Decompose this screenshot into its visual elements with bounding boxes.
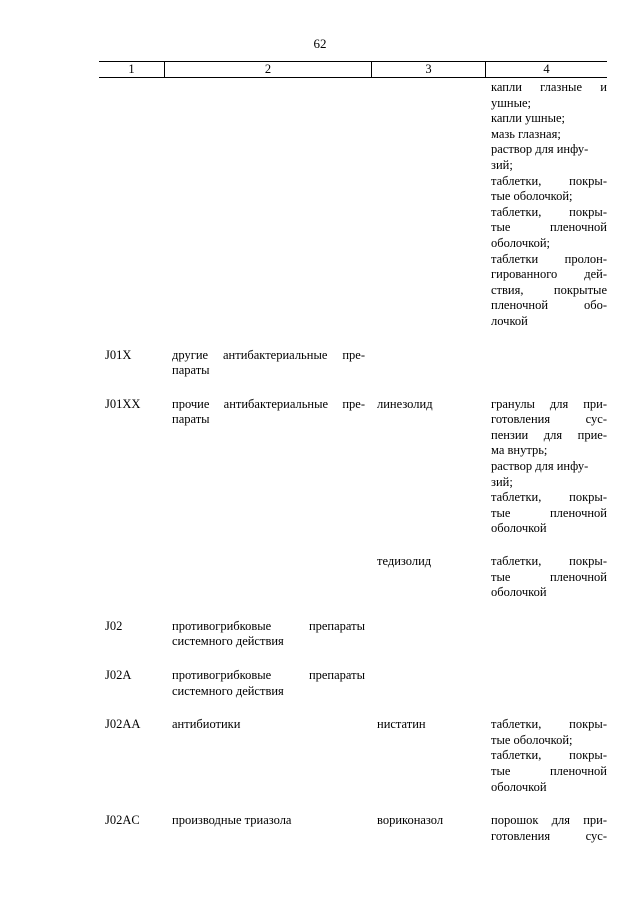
word: прие- [577, 427, 607, 442]
table-row [99, 397, 607, 537]
word: покры- [569, 173, 607, 188]
table-header [99, 61, 607, 78]
form-line [491, 748, 607, 764]
form-line [491, 717, 607, 733]
word: таблетки, [491, 717, 542, 732]
word: покрытые [553, 282, 607, 297]
word: тые [491, 220, 511, 235]
name-cell [164, 717, 371, 733]
word: тые [491, 569, 511, 584]
word: пролон- [564, 251, 607, 266]
word: тые [491, 505, 511, 520]
name-line [172, 619, 365, 635]
form-line [491, 570, 607, 586]
name-cell [164, 813, 371, 829]
name-line: производные триазола [172, 813, 292, 828]
word: готовления [491, 412, 551, 427]
form-line [491, 80, 607, 96]
code-cell: J02AA [105, 717, 141, 732]
word: пре- [342, 347, 365, 362]
drug-cell: линезолид [377, 396, 433, 411]
form-line: тые оболочкой; [491, 189, 573, 204]
form-line [491, 412, 607, 428]
word: тые [491, 763, 511, 778]
word: антибактериальные [223, 347, 328, 362]
word: препараты [308, 618, 365, 633]
code-cell: J02 [105, 618, 123, 633]
name-cell [164, 348, 371, 379]
word: для [543, 427, 563, 442]
form-line [491, 829, 607, 845]
form-line [491, 283, 607, 299]
word: покры- [569, 717, 607, 732]
word: гранулы [491, 396, 535, 411]
word: гированного [491, 267, 558, 282]
word: пензии [491, 427, 529, 442]
word: покры- [569, 204, 607, 219]
word: покры- [569, 554, 607, 569]
form-line: раствор для инфу- [491, 459, 589, 474]
name-line [172, 397, 365, 413]
name-line [172, 348, 365, 364]
form-line [491, 205, 607, 221]
word: при- [583, 813, 607, 828]
form-line: мазь глазная; [491, 126, 561, 141]
drug-cell: нистатин [377, 717, 426, 732]
word: прочие [172, 396, 210, 411]
form-line [491, 554, 607, 570]
word: покры- [569, 490, 607, 505]
word: пленочной [549, 569, 607, 584]
name-cell [164, 668, 371, 699]
table-body [99, 80, 607, 844]
code-cell: J01XX [105, 396, 141, 411]
word: пленочной [549, 220, 607, 235]
word: таблетки [491, 251, 539, 266]
form-line: зий; [491, 157, 513, 172]
name-line: системного действия [172, 634, 284, 649]
word: препараты [308, 668, 365, 682]
form-line: капли ушные; [491, 111, 565, 126]
form-line: оболочкой [491, 779, 547, 794]
word: таблетки, [491, 490, 542, 505]
table-row-continuation [99, 80, 607, 330]
code-cell: J01X [105, 347, 132, 362]
word: антибактериальные [223, 396, 329, 411]
table-row [99, 554, 607, 601]
table-row [99, 668, 607, 699]
form-line: ма внутрь; [491, 443, 548, 458]
word: пленочной [491, 298, 549, 313]
form-line: тые оболочкой; [491, 732, 573, 747]
word: таблетки, [491, 748, 542, 763]
form-line [491, 506, 607, 522]
form-line [491, 220, 607, 236]
word: капли [491, 80, 522, 94]
form-line: оболочкой; [491, 235, 550, 250]
name-line: системного действия [172, 683, 284, 698]
name-line [172, 668, 365, 684]
word: глазные [540, 80, 583, 94]
word: сус- [585, 828, 607, 843]
word: другие [172, 347, 209, 362]
code-cell: J02A [105, 668, 132, 682]
word: противогрибковые [172, 618, 272, 633]
page-number: 62 [313, 36, 327, 51]
form-cell [485, 554, 607, 601]
form-line: зий; [491, 474, 513, 489]
form-cell [485, 397, 607, 537]
word: для [549, 396, 569, 411]
form-line [491, 490, 607, 506]
word: пленочной [549, 763, 607, 778]
word: пре- [342, 396, 365, 411]
word: сус- [585, 412, 607, 427]
table-row [99, 348, 607, 379]
form-line: лочкой [491, 313, 528, 328]
word: покры- [569, 748, 607, 763]
form-line [491, 267, 607, 283]
word: готовления [491, 828, 551, 843]
drug-cell: вориконазол [377, 813, 444, 828]
form-line: ушные; [491, 95, 531, 110]
form-line [491, 397, 607, 413]
header-col-4: 4 [485, 62, 607, 77]
word: дей- [584, 267, 607, 282]
form-cell [485, 813, 607, 844]
form-line [491, 764, 607, 780]
drug-cell: тедизолид [377, 554, 432, 569]
table-row [99, 813, 607, 844]
form-line: оболочкой [491, 521, 547, 536]
word: таблетки, [491, 204, 542, 219]
table-row [99, 619, 607, 650]
form-line [491, 252, 607, 268]
word: и [600, 80, 607, 94]
name-line: параты [172, 412, 210, 427]
word: при- [583, 396, 607, 411]
form-cell [485, 80, 607, 330]
drug-table [99, 61, 607, 844]
word: обо- [583, 298, 607, 313]
word: порошок [491, 813, 539, 828]
name-cell [164, 397, 371, 428]
name-line: антибиотики [172, 717, 241, 732]
form-line [491, 174, 607, 190]
form-line [491, 428, 607, 444]
header-col-3: 3 [371, 62, 485, 77]
form-line: оболочкой [491, 585, 547, 600]
header-col-2: 2 [164, 62, 371, 77]
word: ствия, [491, 282, 524, 297]
form-line: раствор для инфу- [491, 142, 589, 157]
form-cell [485, 717, 607, 795]
word: для [551, 813, 570, 828]
header-col-1: 1 [128, 62, 135, 76]
name-line: параты [172, 363, 210, 378]
table-row [99, 717, 607, 795]
word: пленочной [549, 505, 607, 520]
form-line [491, 813, 607, 829]
form-line [491, 298, 607, 314]
word: таблетки, [491, 554, 542, 569]
code-cell: J02AC [105, 813, 140, 828]
word: таблетки, [491, 173, 542, 188]
name-cell [164, 619, 371, 650]
word: противогрибковые [172, 668, 272, 682]
